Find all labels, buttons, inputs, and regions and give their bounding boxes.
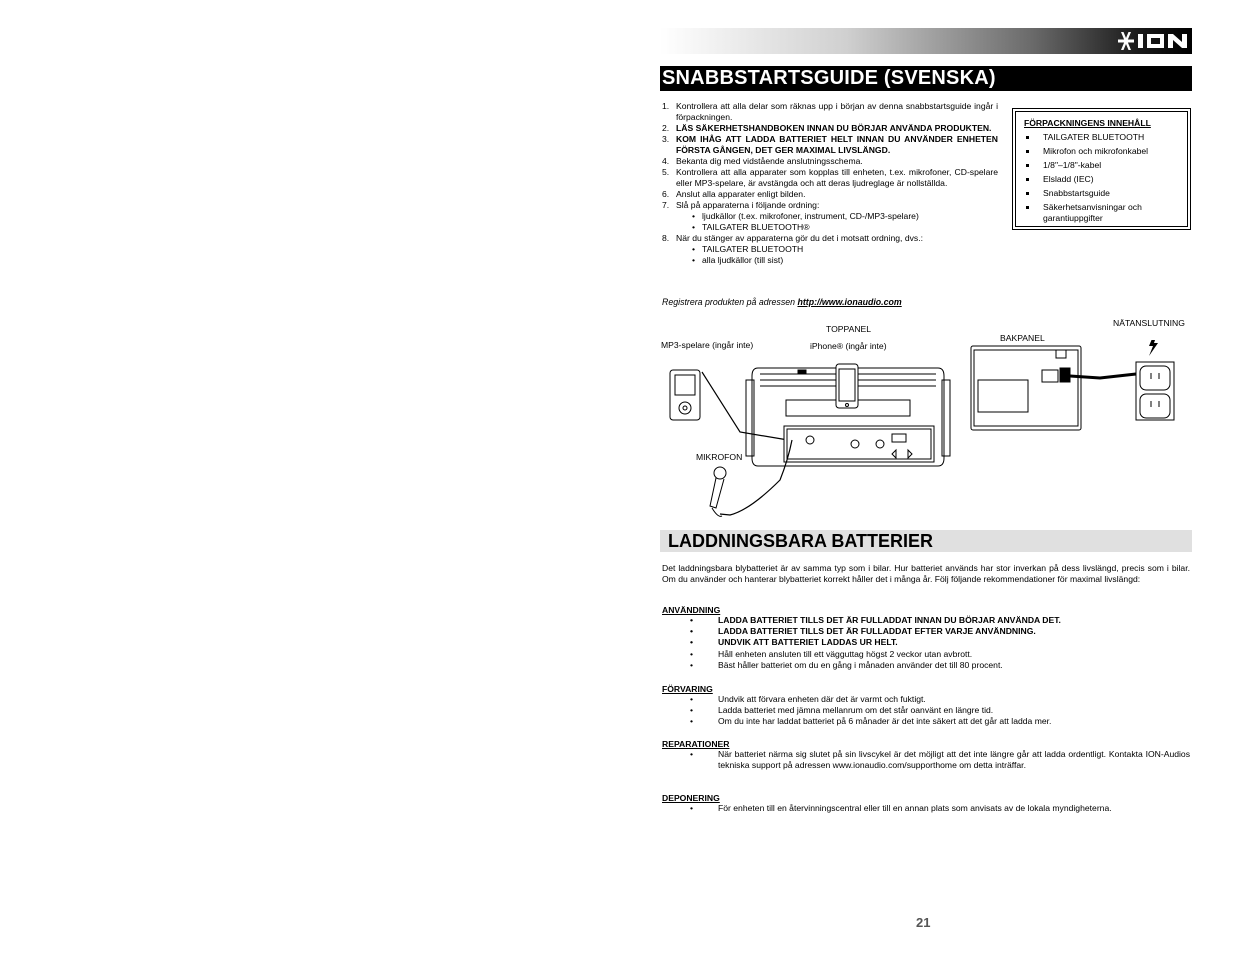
- package-item: Elsladd (IEC): [1024, 174, 1181, 185]
- back-panel-icon: [971, 346, 1081, 430]
- repairs-list: [662, 749, 1190, 771]
- disposal-title: DEPONERING: [662, 793, 720, 803]
- step-number: 4.: [662, 156, 670, 166]
- step-text: Bekanta dig med vidstående anslutningsschema.: [676, 156, 863, 166]
- repairs-title: REPARATIONER: [662, 739, 730, 749]
- battery-tip-item: • För enheten till en återvinningscentral eller till en annan plats som anvisats av de lokala myndigheterna.: [662, 803, 1190, 814]
- storage-section: [662, 684, 1190, 728]
- package-item: Säkerhetsanvisningar och garantiuppgifter: [1024, 202, 1181, 224]
- step-item: [660, 233, 998, 266]
- batteries-section-title: LADDNINGSBARA BATTERIER: [660, 530, 1192, 552]
- usage-section: [662, 605, 1190, 671]
- step-number: 5.: [662, 167, 670, 177]
- brand-text: ION: [1116, 30, 1118, 31]
- top-panel-label: TOPPANEL: [826, 324, 872, 334]
- step-text: Kontrollera att alla delar som räknas upp i början av denna snabbstartsguide ingår i förpackningen.: [676, 101, 998, 122]
- step-subitem: • alla ljudkällor (till sist): [676, 255, 998, 266]
- package-contents-box: [1012, 108, 1191, 230]
- usage-title: ANVÄNDNING: [662, 605, 721, 615]
- step-item: [660, 167, 998, 189]
- step-number: 8.: [662, 233, 670, 243]
- step-text: LÄS SÄKERHETSHANDBOKEN INNAN DU BÖRJAR ANVÄNDA PRODUKTEN.: [676, 123, 992, 133]
- register-line: [662, 297, 902, 307]
- step-item: [660, 123, 998, 134]
- step-text: Slå på apparaterna i följande ordning:: [676, 200, 820, 210]
- tailgater-unit-icon: [746, 364, 950, 466]
- lightning-icon: [1149, 340, 1158, 356]
- page-title: SNABBSTARTSGUIDE (SVENSKA): [660, 66, 1192, 91]
- battery-tip-item: • Håll enheten ansluten till ett vägguttag högst 2 veckor utan avbrott.: [662, 649, 1190, 660]
- power-connection-label: NÄTANSLUTNING: [1113, 318, 1185, 328]
- microphone-icon: [710, 467, 726, 516]
- step-text: När du stänger av apparaterna gör du det i motsatt ordning, dvs.:: [676, 233, 923, 243]
- step-number: 6.: [662, 189, 670, 199]
- step-subitem: • TAILGATER BLUETOOTH: [676, 244, 998, 255]
- battery-tip-item: • Bäst håller batteriet om du en gång i månaden använder det till 80 procent.: [662, 660, 1190, 671]
- step-number: 1.: [662, 101, 670, 111]
- steps-list: [660, 101, 998, 266]
- page-number: 21: [916, 915, 931, 930]
- step-number: 2.: [662, 123, 670, 133]
- battery-tip-item: • När batteriet närma sig slutet på sin livscykel är det möjligt att det inte längre går att ladda ordentligt. Kontakta ION-Audios tekniska support på adressen www.ionaudio.com/supporthome om detta inträffar.: [662, 749, 1190, 771]
- register-link[interactable]: http://www.ionaudio.com: [797, 297, 902, 307]
- header-gradient-bar: [660, 28, 1192, 54]
- battery-tip-item: • UNDVIK ATT BATTERIET LADDAS UR HELT.: [662, 637, 1190, 648]
- microphone-label: MIKROFON: [696, 452, 743, 462]
- ion-logo-icon: [1116, 30, 1192, 52]
- package-contents-title: FÖRPACKNINGENS INNEHÅLL: [1024, 118, 1151, 128]
- disposal-list: [662, 803, 1190, 814]
- usage-list: [662, 615, 1190, 671]
- step-number: 7.: [662, 200, 670, 210]
- step-item: [660, 134, 998, 156]
- step-item: [660, 156, 998, 167]
- step-subitem: • ljudkällor (t.ex. mikrofoner, instrument, CD-/MP3-spelare): [676, 211, 998, 222]
- disposal-section: [662, 793, 1190, 814]
- power-outlet-icon: [1136, 362, 1174, 420]
- batteries-intro: Det laddningsbara blybatteriet är av samma typ som i bilar. Hur batteriet används har stor inverkan på dess livslängd, precis som i bilar. Om du använder och hanterar blybatteriet korrekt håller det i många år. Följ följande rekommendationer för maximal livslängd:: [662, 563, 1190, 584]
- package-item: TAILGATER BLUETOOTH: [1024, 132, 1181, 143]
- step-item: [660, 101, 998, 123]
- connection-diagram: [660, 340, 1195, 525]
- mp3-player-icon: [670, 370, 700, 420]
- package-item: 1/8"–1/8"-kabel: [1024, 160, 1181, 171]
- package-contents-list: [1024, 132, 1181, 224]
- step-subitem: • TAILGATER BLUETOOTH®: [676, 222, 998, 233]
- step-item: [660, 200, 998, 233]
- battery-tip-item: • Om du inte har laddat batteriet på 6 månader är det inte säkert att det går att ladda mer.: [662, 716, 1190, 727]
- package-item: Snabbstartsguide: [1024, 188, 1181, 199]
- step-number: 3.: [662, 134, 670, 144]
- storage-title: FÖRVARING: [662, 684, 713, 694]
- step-item: [660, 189, 998, 200]
- iphone-label: iPhone® (ingår inte): [810, 341, 887, 351]
- storage-list: [662, 694, 1190, 728]
- step-text: KOM IHÅG ATT LADDA BATTERIET HELT INNAN DU ANVÄNDER ENHETEN FÖRSTA GÅNGEN, DET GER MAXIMAL LIVSLÄNGD.: [676, 134, 998, 155]
- step-text: Anslut alla apparater enligt bilden.: [676, 189, 806, 199]
- battery-tip-item: • Undvik att förvara enheten där det är varmt och fuktigt.: [662, 694, 1190, 705]
- battery-tip-item: • LADDA BATTERIET TILLS DET ÄR FULLADDAT INNAN DU BÖRJAR ANVÄNDA DET.: [662, 615, 1190, 626]
- battery-tip-item: • Ladda batteriet med jämna mellanrum om det står oanvänt en längre tid.: [662, 705, 1190, 716]
- register-text: Registrera produkten på adressen: [662, 297, 798, 307]
- step-text: Kontrollera att alla apparater som kopplas till enheten, t.ex. mikrofoner, CD-spelare eller MP3-spelare, är avstängda och att deras ljudreglage är nollställda.: [676, 167, 998, 188]
- package-item: Mikrofon och mikrofonkabel: [1024, 146, 1181, 157]
- mp3-player-label: MP3-spelare (ingår inte): [661, 340, 754, 350]
- battery-tip-item: • LADDA BATTERIET TILLS DET ÄR FULLADDAT EFTER VARJE ANVÄNDNING.: [662, 626, 1190, 637]
- back-panel-label: BAKPANEL: [1000, 333, 1045, 343]
- repairs-section: [662, 739, 1190, 771]
